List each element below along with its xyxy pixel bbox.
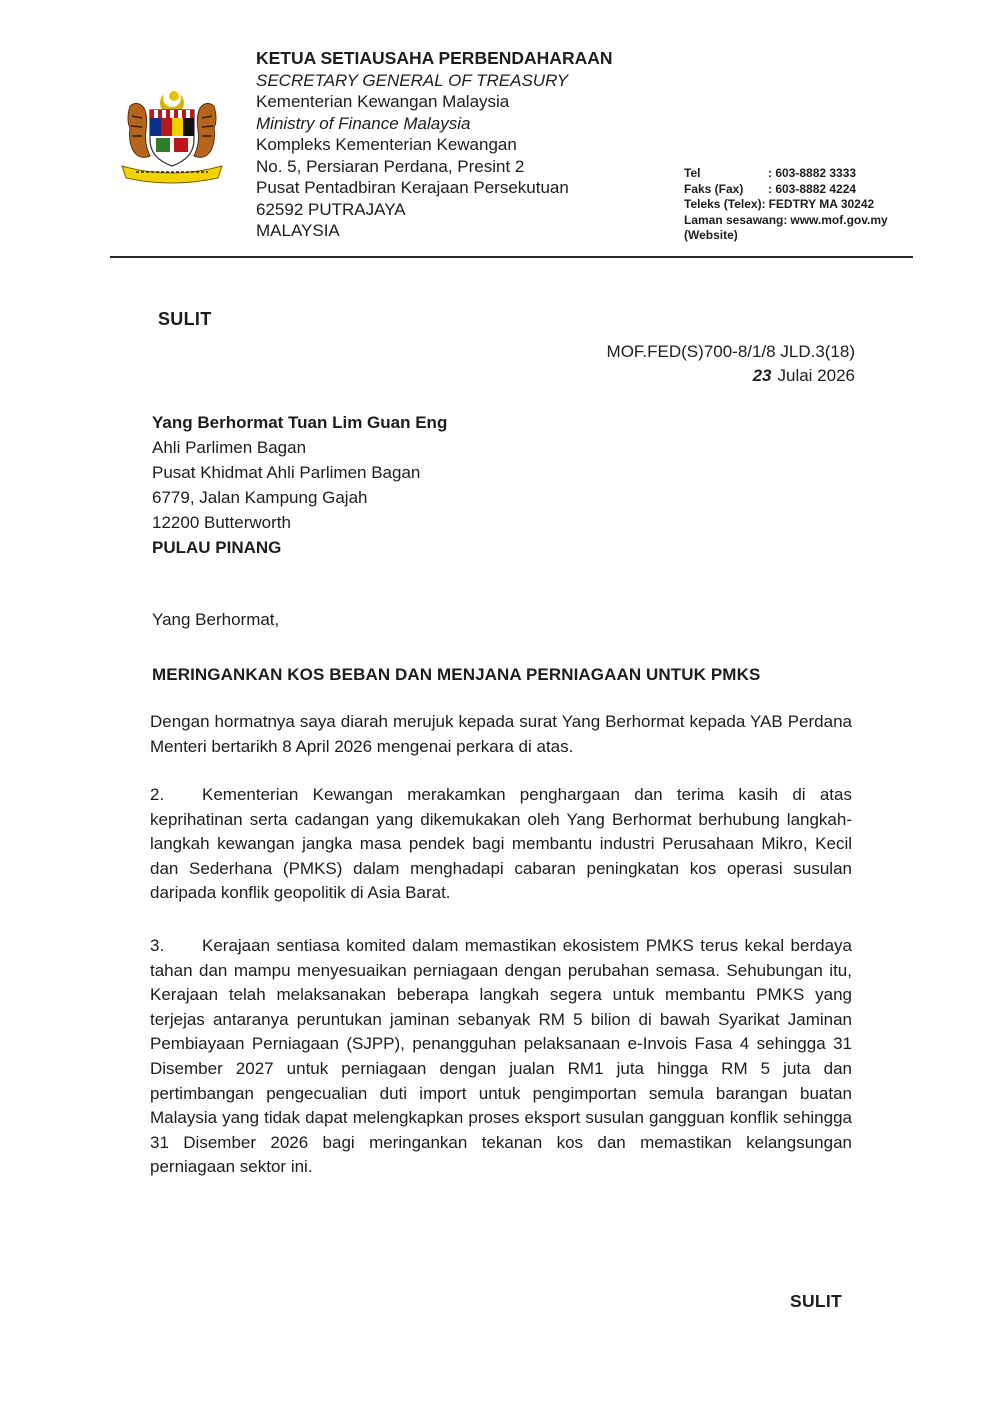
contact-row <box>684 182 888 198</box>
letterhead-line: KETUA SETIAUSAHA PERBENDAHARAAN <box>256 48 613 68</box>
recipient-line: 12200 Butterworth <box>152 513 291 532</box>
header-divider <box>110 256 913 258</box>
recipient-line: Ahli Parlimen Bagan <box>152 438 307 457</box>
contact-value: www.mof.gov.my <box>790 212 888 227</box>
paragraph-number: 2. <box>150 785 165 804</box>
contact-label: Laman sesawang: <box>684 212 788 227</box>
paragraph-text: Kementerian Kewangan merakamkan penghargaan dan terima kasih di atas keprihatinan serta cadangan yang dikemukakan oleh Yang Berhormat berhubung langkah-langkah kewangan jangka masa pendek bagi membantu industri Perusahaan Mikro, Kecil dan Sederhana (PMKS) dalam menghadapi cabaran peningkatan kos operasi susulan daripada konflik geopolitik di Asia Barat. <box>150 785 852 903</box>
classification-top: SULIT <box>158 309 212 329</box>
recipient-state: PULAU PINANG <box>152 538 282 557</box>
letterhead-line: SECRETARY GENERAL OF TREASURY <box>256 70 569 90</box>
recipient-line: 6779, Jalan Kampung Gajah <box>152 488 368 507</box>
subject-heading: MERINGANKAN KOS BEBAN DAN MENJANA PERNIAGAAN UNTUK PMKS <box>152 665 761 684</box>
letter-date <box>607 364 855 388</box>
recipient-address <box>152 410 447 560</box>
date-day: 23 <box>752 366 772 385</box>
website-label: (Website) <box>684 228 738 242</box>
salutation: Yang Berhormat, <box>152 610 280 629</box>
contact-value: : 603-8882 4224 <box>768 181 857 196</box>
date-month-year: Julai 2026 <box>777 366 855 385</box>
paragraph-2 <box>150 783 852 906</box>
letterhead-line: Kompleks Kementerian Kewangan <box>256 135 517 154</box>
contact-label: Faks (Fax) <box>684 181 744 196</box>
letterhead-address <box>256 48 613 242</box>
letterhead-line: 62592 PUTRAJAYA <box>256 199 406 219</box>
paragraph-number: 3. <box>150 936 165 955</box>
contact-row <box>684 197 888 213</box>
contact-value: : 603-8882 3333 <box>768 166 857 180</box>
contact-value: FEDTRY MA 30242 <box>768 197 875 211</box>
contact-label: Teleks (Telex): <box>684 197 766 211</box>
contact-row <box>684 166 888 182</box>
classification-bottom: SULIT <box>790 1291 843 1311</box>
paragraph-1 <box>150 710 852 759</box>
paragraph-text: Kerajaan sentiasa komited dalam memastikan ekosistem PMKS terus kekal berdaya tahan dan mampu menyesuaikan perniagaan dengan perubahan semasa. Sehubungan itu, Kerajaan telah melaksanakan beberapa langkah segera untuk membantu PMKS yang terjejas antaranya peruntukan jaminan sebanyak RM 5 bilion di bawah Syarikat Jaminan Pembiayaan Perniagaan (SJPP), penangguhan pelaksanaan e-Invois Fasa 4 sehingga 31 Disember 2027 untuk perniagaan dengan jualan RM1 juta hingga RM 5 juta dan pertimbangan pengecualian duti import untuk pengimportan semula barangan buatan Malaysia yang tidak dapat melengkapkan proses eksport susulan gangguan konflik sehingga 31 Disember 2026 bagi meringankan tekanan kos dan memastikan kelangsungan perniagaan sektor ini. <box>150 936 852 1177</box>
letterhead-line: No. 5, Persiaran Perdana, Presint 2 <box>256 156 525 176</box>
paragraph-3 <box>150 934 852 1180</box>
letterhead-line: Ministry of Finance Malaysia <box>256 113 471 133</box>
contact-label: Tel <box>684 166 701 180</box>
letterhead-line: Kementerian Kewangan Malaysia <box>256 92 510 111</box>
letterhead-line: MALAYSIA <box>256 221 340 240</box>
paragraph-text: Dengan hormatnya saya diarah merujuk kepada surat Yang Berhormat kepada YAB Perdana Menteri bertarikh 8 April 2026 mengenai perkara di atas. <box>150 712 852 756</box>
contact-row <box>684 213 888 229</box>
malaysia-coat-of-arms-icon <box>112 86 232 186</box>
reference-block <box>607 340 855 388</box>
recipient-name: Yang Berhormat Tuan Lim Guan Eng <box>152 413 448 432</box>
reference-number: MOF.FED(S)700-8/1/8 JLD.3(18) <box>606 342 855 361</box>
recipient-line: Pusat Khidmat Ahli Parlimen Bagan <box>152 463 421 482</box>
letterhead-line: Pusat Pentadbiran Kerajaan Persekutuan <box>256 178 569 197</box>
letterhead-contacts <box>684 166 888 244</box>
